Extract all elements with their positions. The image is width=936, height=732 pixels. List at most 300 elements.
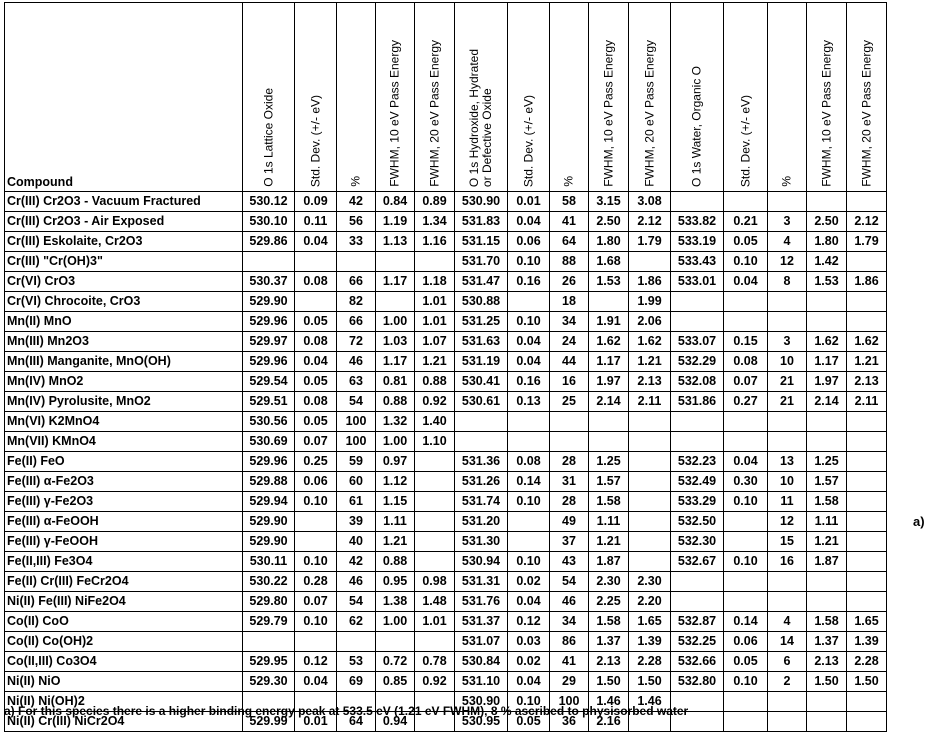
value-cell <box>295 252 337 272</box>
value-cell <box>415 492 455 512</box>
value-cell: 1.21 <box>415 352 455 372</box>
value-cell: 531.76 <box>455 592 508 612</box>
value-cell: 0.04 <box>724 452 768 472</box>
value-cell: 0.95 <box>376 572 415 592</box>
value-cell <box>847 552 887 572</box>
value-cell: 2.14 <box>807 392 847 412</box>
value-cell: 24 <box>550 332 589 352</box>
value-cell: 533.43 <box>671 252 724 272</box>
value-cell <box>337 632 376 652</box>
value-cell: 2.12 <box>629 212 671 232</box>
value-cell: 0.04 <box>295 672 337 692</box>
value-cell: 62 <box>337 612 376 632</box>
value-cell <box>508 432 550 452</box>
column-header-compound: Compound <box>5 3 243 192</box>
value-cell: 530.94 <box>455 552 508 572</box>
value-cell <box>671 312 724 332</box>
compound-cell: Ni(II) Fe(III) NiFe2O4 <box>5 592 243 612</box>
table-row <box>5 452 887 472</box>
value-cell: 1.97 <box>807 372 847 392</box>
value-cell <box>847 412 887 432</box>
value-cell: 531.15 <box>455 232 508 252</box>
value-cell: 0.09 <box>295 192 337 212</box>
value-cell: 533.01 <box>671 272 724 292</box>
value-cell: 1.53 <box>589 272 629 292</box>
value-cell <box>415 452 455 472</box>
value-cell: 531.74 <box>455 492 508 512</box>
value-cell: 1.79 <box>629 232 671 252</box>
value-cell: 21 <box>768 372 807 392</box>
value-cell: 54 <box>337 392 376 412</box>
value-cell: 530.37 <box>243 272 295 292</box>
value-cell <box>768 712 807 732</box>
value-cell: 1.99 <box>629 292 671 312</box>
value-cell: 0.05 <box>295 412 337 432</box>
value-cell: 1.80 <box>589 232 629 252</box>
column-header-label: O 1s Lattice Oxide <box>261 88 275 187</box>
compound-cell: Ni(II) Ni(OH)2 <box>5 692 243 712</box>
value-cell: 3 <box>768 212 807 232</box>
value-cell: 1.39 <box>847 632 887 652</box>
value-cell: 0.98 <box>415 572 455 592</box>
value-cell <box>768 592 807 612</box>
value-cell: 531.36 <box>455 452 508 472</box>
value-cell: 529.86 <box>243 232 295 252</box>
value-cell: 0.10 <box>295 492 337 512</box>
value-cell <box>337 252 376 272</box>
value-cell <box>671 432 724 452</box>
column-header-label: O 1s Water, Organic O <box>689 66 704 187</box>
value-cell <box>807 312 847 332</box>
value-cell: 532.25 <box>671 632 724 652</box>
value-cell: 529.88 <box>243 472 295 492</box>
value-cell: 529.90 <box>243 512 295 532</box>
value-cell <box>629 552 671 572</box>
value-cell: 0.04 <box>724 272 768 292</box>
compound-cell: Fe(III) α-FeOOH <box>5 512 243 532</box>
value-cell: 0.08 <box>508 452 550 472</box>
value-cell <box>629 412 671 432</box>
column-header <box>589 3 629 192</box>
value-cell: 0.07 <box>295 432 337 452</box>
value-cell: 0.05 <box>295 312 337 332</box>
value-cell: 40 <box>337 532 376 552</box>
compound-cell: Mn(VII) KMnO4 <box>5 432 243 452</box>
value-cell: 54 <box>550 572 589 592</box>
value-cell: 1.32 <box>376 412 415 432</box>
value-cell: 0.10 <box>508 552 550 572</box>
value-cell: 0.05 <box>724 652 768 672</box>
value-cell: 33 <box>337 232 376 252</box>
value-cell: 0.88 <box>415 372 455 392</box>
value-cell <box>847 292 887 312</box>
table-row <box>5 252 887 272</box>
value-cell <box>629 472 671 492</box>
value-cell: 531.47 <box>455 272 508 292</box>
compound-cell: Mn(IV) MnO2 <box>5 372 243 392</box>
value-cell <box>847 692 887 712</box>
value-cell: 531.63 <box>455 332 508 352</box>
column-header-label: FWHM, 20 eV Pass Energy <box>427 40 441 187</box>
value-cell: 531.25 <box>455 312 508 332</box>
value-cell: 0.05 <box>295 372 337 392</box>
table-row <box>5 312 887 332</box>
value-cell <box>807 432 847 452</box>
value-cell: 2.28 <box>629 652 671 672</box>
value-cell: 0.10 <box>724 252 768 272</box>
value-cell <box>724 592 768 612</box>
value-cell <box>295 632 337 652</box>
value-cell: 2.16 <box>589 712 629 732</box>
column-header <box>337 3 376 192</box>
column-header-label: % <box>348 176 363 187</box>
value-cell: 533.07 <box>671 332 724 352</box>
value-cell: 533.29 <box>671 492 724 512</box>
value-cell: 0.88 <box>376 552 415 572</box>
value-cell: 530.41 <box>455 372 508 392</box>
value-cell: 66 <box>337 272 376 292</box>
value-cell: 0.08 <box>295 272 337 292</box>
compound-cell: Cr(III) Cr2O3 - Vacuum Fractured <box>5 192 243 212</box>
table-row <box>5 352 887 372</box>
value-cell: 2.50 <box>807 212 847 232</box>
value-cell: 1.87 <box>589 552 629 572</box>
value-cell <box>847 432 887 452</box>
value-cell: 60 <box>337 472 376 492</box>
column-header <box>376 3 415 192</box>
value-cell: 532.67 <box>671 552 724 572</box>
value-cell: 1.13 <box>376 232 415 252</box>
value-cell: 0.10 <box>724 492 768 512</box>
value-cell: 63 <box>337 372 376 392</box>
table-row <box>5 412 887 432</box>
value-cell: 1.01 <box>415 312 455 332</box>
value-cell: 531.86 <box>671 392 724 412</box>
compound-cell: Mn(III) Mn2O3 <box>5 332 243 352</box>
compound-cell: Mn(IV) Pyrolusite, MnO2 <box>5 392 243 412</box>
value-cell: 1.11 <box>807 512 847 532</box>
value-cell <box>415 632 455 652</box>
value-cell <box>550 432 589 452</box>
value-cell: 26 <box>550 272 589 292</box>
table-row <box>5 332 887 352</box>
table-row <box>5 472 887 492</box>
value-cell: 0.02 <box>508 652 550 672</box>
compound-cell: Co(II) Co(OH)2 <box>5 632 243 652</box>
value-cell: 1.01 <box>415 292 455 312</box>
value-cell: 1.80 <box>807 232 847 252</box>
value-cell: 531.19 <box>455 352 508 372</box>
value-cell: 72 <box>337 332 376 352</box>
value-cell: 1.57 <box>589 472 629 492</box>
value-cell: 31 <box>550 472 589 492</box>
value-cell <box>589 292 629 312</box>
value-cell: 54 <box>337 592 376 612</box>
value-cell: 1.42 <box>807 252 847 272</box>
value-cell <box>724 712 768 732</box>
value-cell <box>847 512 887 532</box>
value-cell <box>508 512 550 532</box>
value-cell: 58 <box>550 192 589 212</box>
value-cell <box>550 412 589 432</box>
side-note-marker: a) <box>913 514 925 529</box>
value-cell: 1.11 <box>376 512 415 532</box>
value-cell: 6 <box>768 652 807 672</box>
value-cell: 1.25 <box>589 452 629 472</box>
value-cell: 0.10 <box>724 672 768 692</box>
column-header <box>415 3 455 192</box>
value-cell <box>724 692 768 712</box>
value-cell <box>295 512 337 532</box>
value-cell: 44 <box>550 352 589 372</box>
value-cell: 529.54 <box>243 372 295 392</box>
value-cell: 0.10 <box>724 552 768 572</box>
value-cell: 532.49 <box>671 472 724 492</box>
column-header-label: Std. Dev. (+/- eV) <box>738 94 752 187</box>
table-row <box>5 612 887 632</box>
value-cell: 529.51 <box>243 392 295 412</box>
column-header <box>847 3 887 192</box>
value-cell: 532.29 <box>671 352 724 372</box>
value-cell: 86 <box>550 632 589 652</box>
value-cell: 0.89 <box>415 192 455 212</box>
value-cell: 1.62 <box>629 332 671 352</box>
value-cell: 1.00 <box>376 432 415 452</box>
value-cell: 532.23 <box>671 452 724 472</box>
value-cell: 0.04 <box>295 232 337 252</box>
value-cell: 18 <box>550 292 589 312</box>
value-cell: 21 <box>768 392 807 412</box>
value-cell <box>671 592 724 612</box>
value-cell: 88 <box>550 252 589 272</box>
value-cell: 28 <box>550 452 589 472</box>
compound-cell: Mn(II) MnO <box>5 312 243 332</box>
value-cell: 14 <box>768 632 807 652</box>
value-cell: 2.13 <box>629 372 671 392</box>
value-cell: 1.40 <box>415 412 455 432</box>
value-cell: 530.61 <box>455 392 508 412</box>
value-cell <box>415 532 455 552</box>
value-cell: 1.16 <box>415 232 455 252</box>
value-cell: 10 <box>768 352 807 372</box>
value-cell <box>629 532 671 552</box>
value-cell: 8 <box>768 272 807 292</box>
value-cell <box>807 692 847 712</box>
value-cell: 0.06 <box>295 472 337 492</box>
table-row <box>5 272 887 292</box>
value-cell: 532.08 <box>671 372 724 392</box>
value-cell: 0.04 <box>508 332 550 352</box>
value-cell <box>243 632 295 652</box>
value-cell <box>768 412 807 432</box>
value-cell: 529.79 <box>243 612 295 632</box>
value-cell <box>415 552 455 572</box>
value-cell: 0.21 <box>724 212 768 232</box>
value-cell: 0.10 <box>508 492 550 512</box>
value-cell: 15 <box>768 532 807 552</box>
value-cell: 59 <box>337 452 376 472</box>
value-cell: 1.12 <box>376 472 415 492</box>
value-cell: 2.25 <box>589 592 629 612</box>
value-cell: 1.86 <box>629 272 671 292</box>
value-cell: 34 <box>550 612 589 632</box>
compound-cell: Co(II) CoO <box>5 612 243 632</box>
value-cell: 0.25 <box>295 452 337 472</box>
value-cell <box>768 312 807 332</box>
value-cell: 529.90 <box>243 292 295 312</box>
value-cell: 0.15 <box>724 332 768 352</box>
column-header-label: Std. Dev. (+/- eV) <box>521 94 535 187</box>
column-header-label: FWHM, 10 eV Pass Energy <box>387 40 402 187</box>
value-cell: 41 <box>550 212 589 232</box>
column-header <box>243 3 295 192</box>
value-cell: 0.97 <box>376 452 415 472</box>
value-cell: 0.01 <box>508 192 550 212</box>
value-cell: 0.04 <box>508 592 550 612</box>
compound-cell: Cr(VI) Chrocoite, CrO3 <box>5 292 243 312</box>
value-cell: 28 <box>550 492 589 512</box>
value-cell <box>243 252 295 272</box>
compound-cell: Cr(III) "Cr(OH)3" <box>5 252 243 272</box>
value-cell: 2.28 <box>847 652 887 672</box>
compound-cell: Co(II,III) Co3O4 <box>5 652 243 672</box>
column-header <box>550 3 589 192</box>
value-cell: 1.62 <box>847 332 887 352</box>
value-cell: 0.16 <box>508 272 550 292</box>
value-cell: 0.78 <box>415 652 455 672</box>
table-row <box>5 532 887 552</box>
table-row <box>5 292 887 312</box>
value-cell <box>847 532 887 552</box>
value-cell: 1.37 <box>807 632 847 652</box>
value-cell: 1.58 <box>589 492 629 512</box>
table-row <box>5 392 887 412</box>
value-cell: 37 <box>550 532 589 552</box>
value-cell: 531.20 <box>455 512 508 532</box>
value-cell <box>847 252 887 272</box>
value-cell: 2.20 <box>629 592 671 612</box>
value-cell <box>807 412 847 432</box>
value-cell: 42 <box>337 552 376 572</box>
value-cell: 0.81 <box>376 372 415 392</box>
value-cell: 0.30 <box>724 472 768 492</box>
value-cell <box>295 292 337 312</box>
value-cell: 1.50 <box>589 672 629 692</box>
value-cell: 0.07 <box>295 592 337 612</box>
column-header <box>671 3 724 192</box>
value-cell: 2.30 <box>589 572 629 592</box>
value-cell: 529.96 <box>243 452 295 472</box>
value-cell: 531.37 <box>455 612 508 632</box>
value-cell <box>724 512 768 532</box>
compound-cell: Cr(III) Cr2O3 - Air Exposed <box>5 212 243 232</box>
value-cell: 64 <box>550 232 589 252</box>
value-cell <box>455 412 508 432</box>
footnote: a) For this species there is a higher binding energy peak at 533.5 eV (1.21 eV FWHM), 8 % ascribed to physisorbed water <box>4 704 689 718</box>
value-cell: 42 <box>337 192 376 212</box>
column-header <box>768 3 807 192</box>
value-cell: 531.70 <box>455 252 508 272</box>
column-header-label: FWHM, 20 eV Pass Energy <box>859 40 873 187</box>
value-cell <box>847 192 887 212</box>
compound-cell: Cr(VI) CrO3 <box>5 272 243 292</box>
column-header <box>295 3 337 192</box>
value-cell <box>807 292 847 312</box>
value-cell: 1.57 <box>807 472 847 492</box>
value-cell: 530.95 <box>455 712 508 732</box>
value-cell: 1.62 <box>807 332 847 352</box>
table-row <box>5 192 887 212</box>
value-cell <box>415 472 455 492</box>
value-cell: 0.06 <box>508 232 550 252</box>
value-cell: 1.03 <box>376 332 415 352</box>
value-cell <box>847 712 887 732</box>
value-cell: 532.30 <box>671 532 724 552</box>
value-cell: 1.25 <box>807 452 847 472</box>
value-cell: 82 <box>337 292 376 312</box>
value-cell: 1.17 <box>807 352 847 372</box>
compound-cell: Fe(II) FeO <box>5 452 243 472</box>
value-cell <box>807 592 847 612</box>
value-cell: 0.12 <box>295 652 337 672</box>
compound-cell: Fe(III) γ-FeOOH <box>5 532 243 552</box>
value-cell: 0.08 <box>295 332 337 352</box>
value-cell: 53 <box>337 652 376 672</box>
value-cell: 2.13 <box>807 652 847 672</box>
value-cell <box>629 492 671 512</box>
value-cell <box>629 432 671 452</box>
value-cell: 1.79 <box>847 232 887 252</box>
value-cell: 0.85 <box>376 672 415 692</box>
value-cell: 0.05 <box>508 712 550 732</box>
table-row <box>5 592 887 612</box>
value-cell: 529.80 <box>243 592 295 612</box>
value-cell: 1.39 <box>629 632 671 652</box>
table-body <box>5 192 887 732</box>
value-cell: 1.15 <box>376 492 415 512</box>
value-cell: 530.69 <box>243 432 295 452</box>
value-cell: 13 <box>768 452 807 472</box>
value-cell: 25 <box>550 392 589 412</box>
column-header-label: FWHM, 20 eV Pass Energy <box>642 40 656 187</box>
value-cell <box>671 412 724 432</box>
value-cell: 10 <box>768 472 807 492</box>
column-header <box>508 3 550 192</box>
value-cell: 1.65 <box>629 612 671 632</box>
value-cell: 3.08 <box>629 192 671 212</box>
value-cell: 0.06 <box>724 632 768 652</box>
value-cell: 0.94 <box>376 712 415 732</box>
value-cell: 0.12 <box>508 612 550 632</box>
value-cell: 529.97 <box>243 332 295 352</box>
value-cell: 530.88 <box>455 292 508 312</box>
value-cell: 529.94 <box>243 492 295 512</box>
value-cell: 0.03 <box>508 632 550 652</box>
value-cell: 1.38 <box>376 592 415 612</box>
value-cell: 1.58 <box>807 612 847 632</box>
compound-cell: Mn(VI) K2MnO4 <box>5 412 243 432</box>
value-cell: 0.72 <box>376 652 415 672</box>
value-cell <box>807 572 847 592</box>
value-cell: 0.27 <box>724 392 768 412</box>
value-cell <box>671 292 724 312</box>
column-header-label: FWHM, 10 eV Pass Energy <box>601 40 615 187</box>
value-cell <box>376 632 415 652</box>
value-cell <box>589 432 629 452</box>
value-cell: 533.82 <box>671 212 724 232</box>
value-cell: 0.84 <box>376 192 415 212</box>
value-cell: 530.90 <box>455 692 508 712</box>
